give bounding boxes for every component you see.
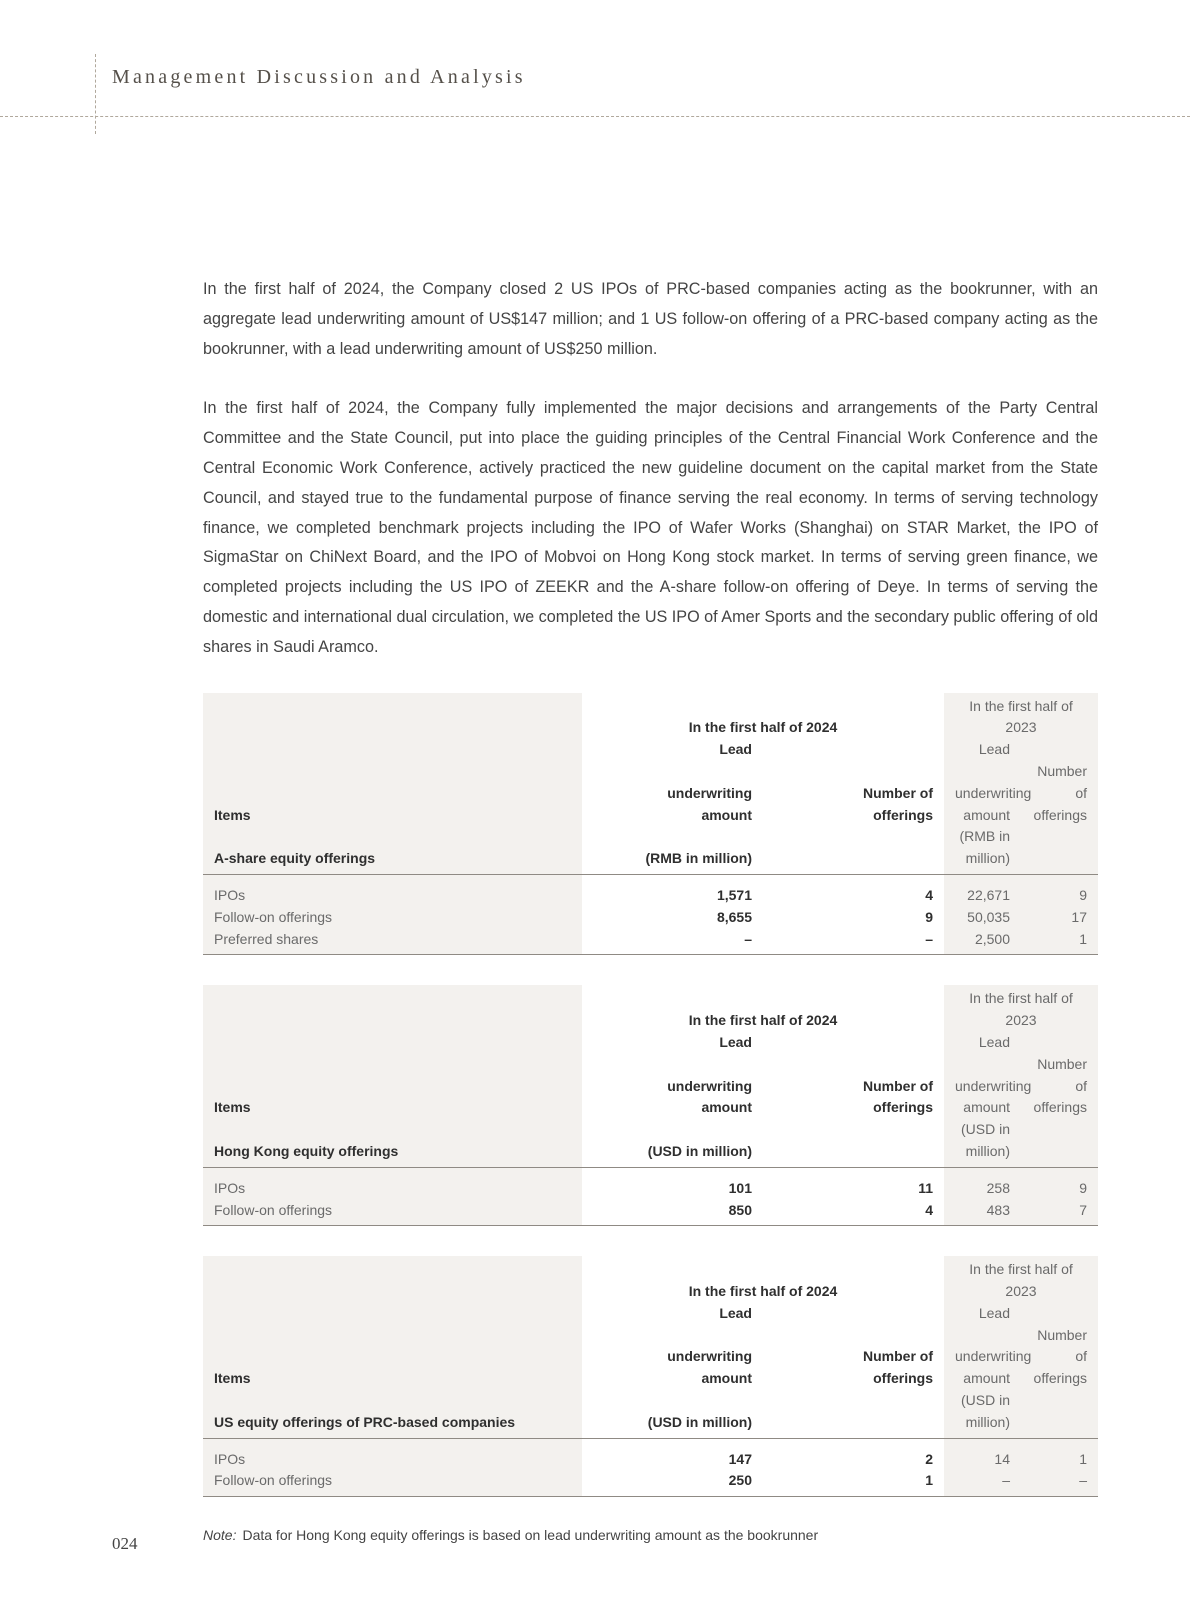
col-number-2024-line1: Number of: [863, 1077, 933, 1094]
items-label: Items: [203, 1368, 582, 1390]
col-unit-2024: (RMB in million): [582, 826, 763, 874]
col-number-2024-line1: Number of: [863, 1348, 933, 1365]
table-hong-kong-wrapper: [203, 985, 1098, 1226]
section-title: Hong Kong equity offerings: [203, 1119, 582, 1167]
section-title: A-share equity offerings: [203, 826, 582, 874]
col-number-2023-line1: Number of: [1021, 1325, 1098, 1369]
col-unit-2024: (USD in million): [582, 1119, 763, 1167]
page-header-title: Management Discussion and Analysis: [112, 66, 526, 88]
period-2023-header: In the first half of 2023: [944, 1256, 1098, 1303]
col-amount-2023-line2: underwriting: [944, 1325, 1021, 1369]
col-amount-2024-line1: Lead: [719, 1304, 752, 1321]
col-amount-2024-line1: Lead: [719, 1033, 752, 1050]
header-rule-vertical: [95, 54, 96, 134]
note-text: Data for Hong Kong equity offerings is based on lead underwriting amount as the bookrunner: [242, 1527, 819, 1544]
table-a-share-wrapper: [203, 693, 1098, 956]
table-row: IPOs 1,571 4 22,671 9: [203, 874, 1098, 906]
header-rule-horizontal: [0, 116, 1190, 117]
period-2023-header: In the first half of 2023: [944, 693, 1098, 740]
col-number-2023-line1: Number of: [1021, 761, 1098, 805]
col-amount-2024-line2: underwriting: [667, 784, 752, 801]
table-row: Preferred shares – – 2,500 1: [203, 929, 1098, 955]
col-amount-2023-line1: Lead: [944, 739, 1021, 761]
period-2024-header: In the first half of 2024: [688, 1012, 838, 1029]
col-amount-2024-line3: amount: [701, 1370, 752, 1387]
table-us-wrapper: [203, 1256, 1098, 1497]
col-amount-2023-line2: underwriting: [944, 761, 1021, 805]
col-unit-2023: (USD in million): [944, 1119, 1021, 1167]
col-amount-2024-line1: Lead: [719, 741, 752, 758]
col-amount-2024-line2: underwriting: [667, 1348, 752, 1365]
col-unit-2024: (USD in million): [582, 1390, 763, 1438]
table-row: Follow-on offerings 850 4 483 7: [203, 1200, 1098, 1226]
period-2023-header: In the first half of 2023: [944, 985, 1098, 1032]
main-content: [203, 275, 1098, 1543]
col-amount-2023-line1: Lead: [944, 1032, 1021, 1054]
table-row: Follow-on offerings 8,655 9 50,035 17: [203, 907, 1098, 929]
table-row: Follow-on offerings 250 1 – –: [203, 1470, 1098, 1496]
paragraph-us-offerings: In the first half of 2024, the Company closed 2 US IPOs of PRC-based companies acting as the bookrunner, with an aggregate lead underwriting amount of US$147 million; and 1 US follow-on offering of a PRC-based company acting as the bookrunner, with a lead underwriting amount of US$250 million.: [203, 280, 1098, 358]
table-hong-kong-equity-offerings: [203, 985, 1098, 1226]
period-2024-header: In the first half of 2024: [688, 1283, 838, 1300]
col-unit-2023: (RMB in million): [944, 826, 1021, 874]
col-number-2024-line2: offerings: [873, 1370, 933, 1387]
table-a-share-equity-offerings: [203, 693, 1098, 956]
note-label: Note:: [203, 1527, 237, 1544]
col-amount-2023-line3: amount: [944, 805, 1021, 827]
period-2024-header: In the first half of 2024: [688, 719, 838, 736]
col-number-2024-line2: offerings: [873, 1099, 933, 1116]
table-note: [203, 1527, 1098, 1543]
col-unit-2023: (USD in million): [944, 1390, 1021, 1438]
table-us-equity-offerings-prc: [203, 1256, 1098, 1497]
table-row: IPOs 101 11 258 9: [203, 1167, 1098, 1199]
col-amount-2024-line3: amount: [701, 806, 752, 823]
col-amount-2023-line2: underwriting: [944, 1054, 1021, 1098]
col-amount-2023-line3: amount: [944, 1097, 1021, 1119]
items-label: Items: [203, 805, 582, 827]
col-number-2023-line2: offerings: [1021, 1097, 1098, 1119]
col-amount-2024-line3: amount: [701, 1099, 752, 1116]
col-amount-2024-line2: underwriting: [667, 1077, 752, 1094]
section-title: US equity offerings of PRC-based companies: [203, 1390, 582, 1438]
col-number-2023-line2: offerings: [1021, 805, 1098, 827]
col-amount-2023-line1: Lead: [944, 1303, 1021, 1325]
col-number-2023-line2: offerings: [1021, 1368, 1098, 1390]
table-row: IPOs 147 2 14 1: [203, 1438, 1098, 1470]
col-number-2023-line1: Number of: [1021, 1054, 1098, 1098]
items-label: Items: [203, 1097, 582, 1119]
col-number-2024-line2: offerings: [873, 806, 933, 823]
page-number: 024: [112, 1534, 138, 1553]
col-number-2024-line1: Number of: [863, 784, 933, 801]
col-amount-2023-line3: amount: [944, 1368, 1021, 1390]
paragraph-implementation: In the first half of 2024, the Company fully implemented the major decisions and arrangements of the Party Central Committee and the State Council, put into place the guiding principles of the Central Financial Work Conference and the Central Economic Work Conference, actively practiced the new guideline document on the capital market from the State Council, and stayed true to the fundamental purpose of finance serving the real economy. In terms of serving technology finance, we completed benchmark projects including the IPO of Wafer Works (Shanghai) on STAR Market, the IPO of SigmaStar on ChiNext Board, and the IPO of Mobvoi on Hong Kong stock market. In terms of serving green finance, we completed projects including the US IPO of ZEEKR and the A-share follow-on offering of Deye. In terms of serving the domestic and international dual circulation, we completed the US IPO of Amer Sports and the secondary public offering of old shares in Saudi Aramco.: [203, 399, 1099, 656]
